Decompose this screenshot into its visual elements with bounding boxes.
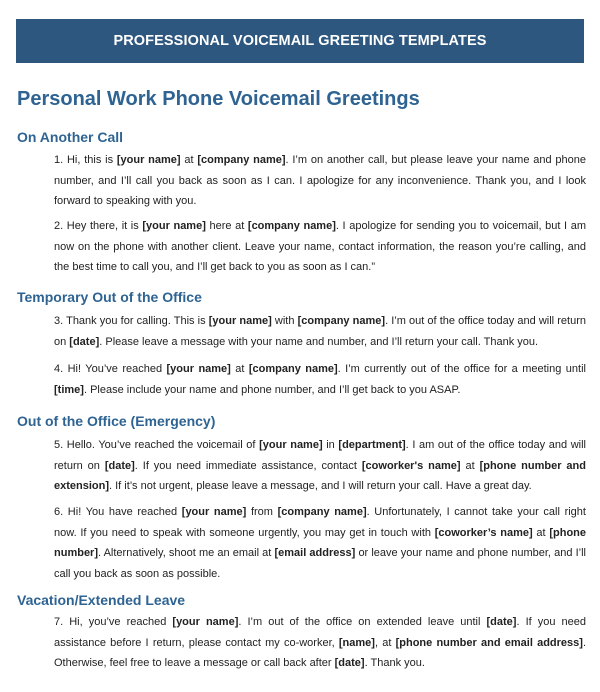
section-heading-vacation: Vacation/Extended Leave xyxy=(17,592,186,608)
text-run: . I’m on another call, but please leave your name and phone number, and I’ll call you back as soon as I can. I apologize for any inconvenience. Thank you, and I look forward to speaking with you. xyxy=(54,154,586,207)
placeholder-field: [name] xyxy=(338,636,375,649)
text-run: 4. Hi! You’ve reached xyxy=(54,363,167,375)
placeholder-field: [department] xyxy=(338,439,406,451)
text-run: . Please include your name and phone number, and I’ll get back to you ASAP. xyxy=(83,383,461,396)
text-run: 1. Hi, this is xyxy=(54,154,117,166)
text-run: with xyxy=(271,315,298,327)
text-run: . I am out of the office today and will return on xyxy=(54,439,586,472)
text-run: 5. Hello. You’ve reached the voicemail of xyxy=(54,439,260,451)
banner xyxy=(16,19,584,63)
text-run: . Otherwise, feel free to leave a message or call back after xyxy=(54,636,586,669)
paragraph-6 xyxy=(54,502,586,584)
text-run: , at xyxy=(374,636,396,649)
text-run: . I apologize for sending you to voicemail, but I am now on the phone with another client. Leave your name, contact information, the reason you’re calling, and the best time to call you, and I’ll get back to you as soon as I can.” xyxy=(54,220,586,273)
paragraph-5 xyxy=(54,435,586,497)
text-run: . If it’s not urgent, please leave a message, and I will return your call. Have a great day. xyxy=(109,480,532,492)
text-run: . Please leave a message with your name and number, and I’ll return your call. Thank you. xyxy=(99,335,539,348)
section-heading-on-another-call: On Another Call xyxy=(17,129,124,145)
placeholder-field: [coworker's name] xyxy=(361,459,461,472)
placeholder-field: [company name] xyxy=(277,506,367,518)
text-run: 2. Hey there, it is xyxy=(54,220,143,232)
placeholder-field: [coworker’s name] xyxy=(434,526,533,539)
text-run: . If you need immediate assistance, contact xyxy=(134,459,362,472)
text-run: at xyxy=(532,526,550,539)
paragraph-3 xyxy=(54,311,586,352)
text-run: . Unfortunately, I cannot take your call right now. If you need to speak with someone urgently, you may get in touch with xyxy=(54,506,586,539)
placeholder-field: [company name] xyxy=(247,220,336,232)
text-run: at xyxy=(180,154,198,166)
placeholder-field: [your name] xyxy=(181,506,247,518)
banner-title: PROFESSIONAL VOICEMAIL GREETING TEMPLATES xyxy=(113,33,487,49)
text-run: . If you need assistance before I return, please contact my co-worker, xyxy=(54,616,587,649)
placeholder-field: [phone number and extension] xyxy=(54,459,586,492)
placeholder-field: [phone number] xyxy=(54,526,587,559)
placeholder-field: [your name] xyxy=(116,154,181,166)
placeholder-field: [phone number and email address] xyxy=(395,636,583,649)
section-heading-emergency: Out of the Office (Emergency) xyxy=(17,413,216,429)
placeholder-field: [date] xyxy=(104,459,135,472)
text-run: . I’m out of the office today and will return on xyxy=(54,315,586,348)
page-title: Personal Work Phone Voicemail Greetings xyxy=(17,88,420,110)
text-run: at xyxy=(460,459,480,472)
text-run: or leave your name and phone number, and I’ll call you back as soon as possible. xyxy=(54,547,587,580)
paragraph-2 xyxy=(54,216,586,278)
placeholder-field: [company name] xyxy=(197,154,286,166)
placeholder-field: [time] xyxy=(54,383,84,396)
paragraph-4 xyxy=(54,359,586,400)
placeholder-field: [your name] xyxy=(142,220,206,232)
placeholder-field: [date] xyxy=(486,616,517,628)
text-run: 6. Hi! You have reached xyxy=(54,506,182,518)
placeholder-field: [your name] xyxy=(208,315,272,327)
section-heading-temporary-out: Temporary Out of the Office xyxy=(17,289,202,305)
text-run: . Alternatively, shoot me an email at xyxy=(98,547,275,559)
placeholder-field: [your name] xyxy=(259,439,323,451)
text-run: 7. Hi, you’ve reached xyxy=(54,616,173,628)
text-run: . I’m out of the office on extended leave until xyxy=(238,616,487,628)
text-run: . Thank you. xyxy=(364,657,425,669)
paragraph-7 xyxy=(54,612,586,674)
placeholder-field: [your name] xyxy=(166,363,231,375)
text-run: here at xyxy=(205,220,248,232)
placeholder-field: [company name] xyxy=(297,315,386,327)
placeholder-field: [company name] xyxy=(248,363,338,375)
placeholder-field: [date] xyxy=(334,657,365,669)
placeholder-field: [date] xyxy=(69,335,100,348)
text-run: in xyxy=(322,439,339,451)
text-run: 3. Thank you for calling. This is xyxy=(54,315,209,327)
text-run: at xyxy=(230,363,249,375)
text-run: from xyxy=(246,506,278,518)
paragraph-1 xyxy=(54,150,586,212)
placeholder-field: [email address] xyxy=(274,547,356,559)
text-run: . I’m currently out of the office for a meeting until xyxy=(337,363,586,375)
placeholder-field: [your name] xyxy=(172,616,239,628)
